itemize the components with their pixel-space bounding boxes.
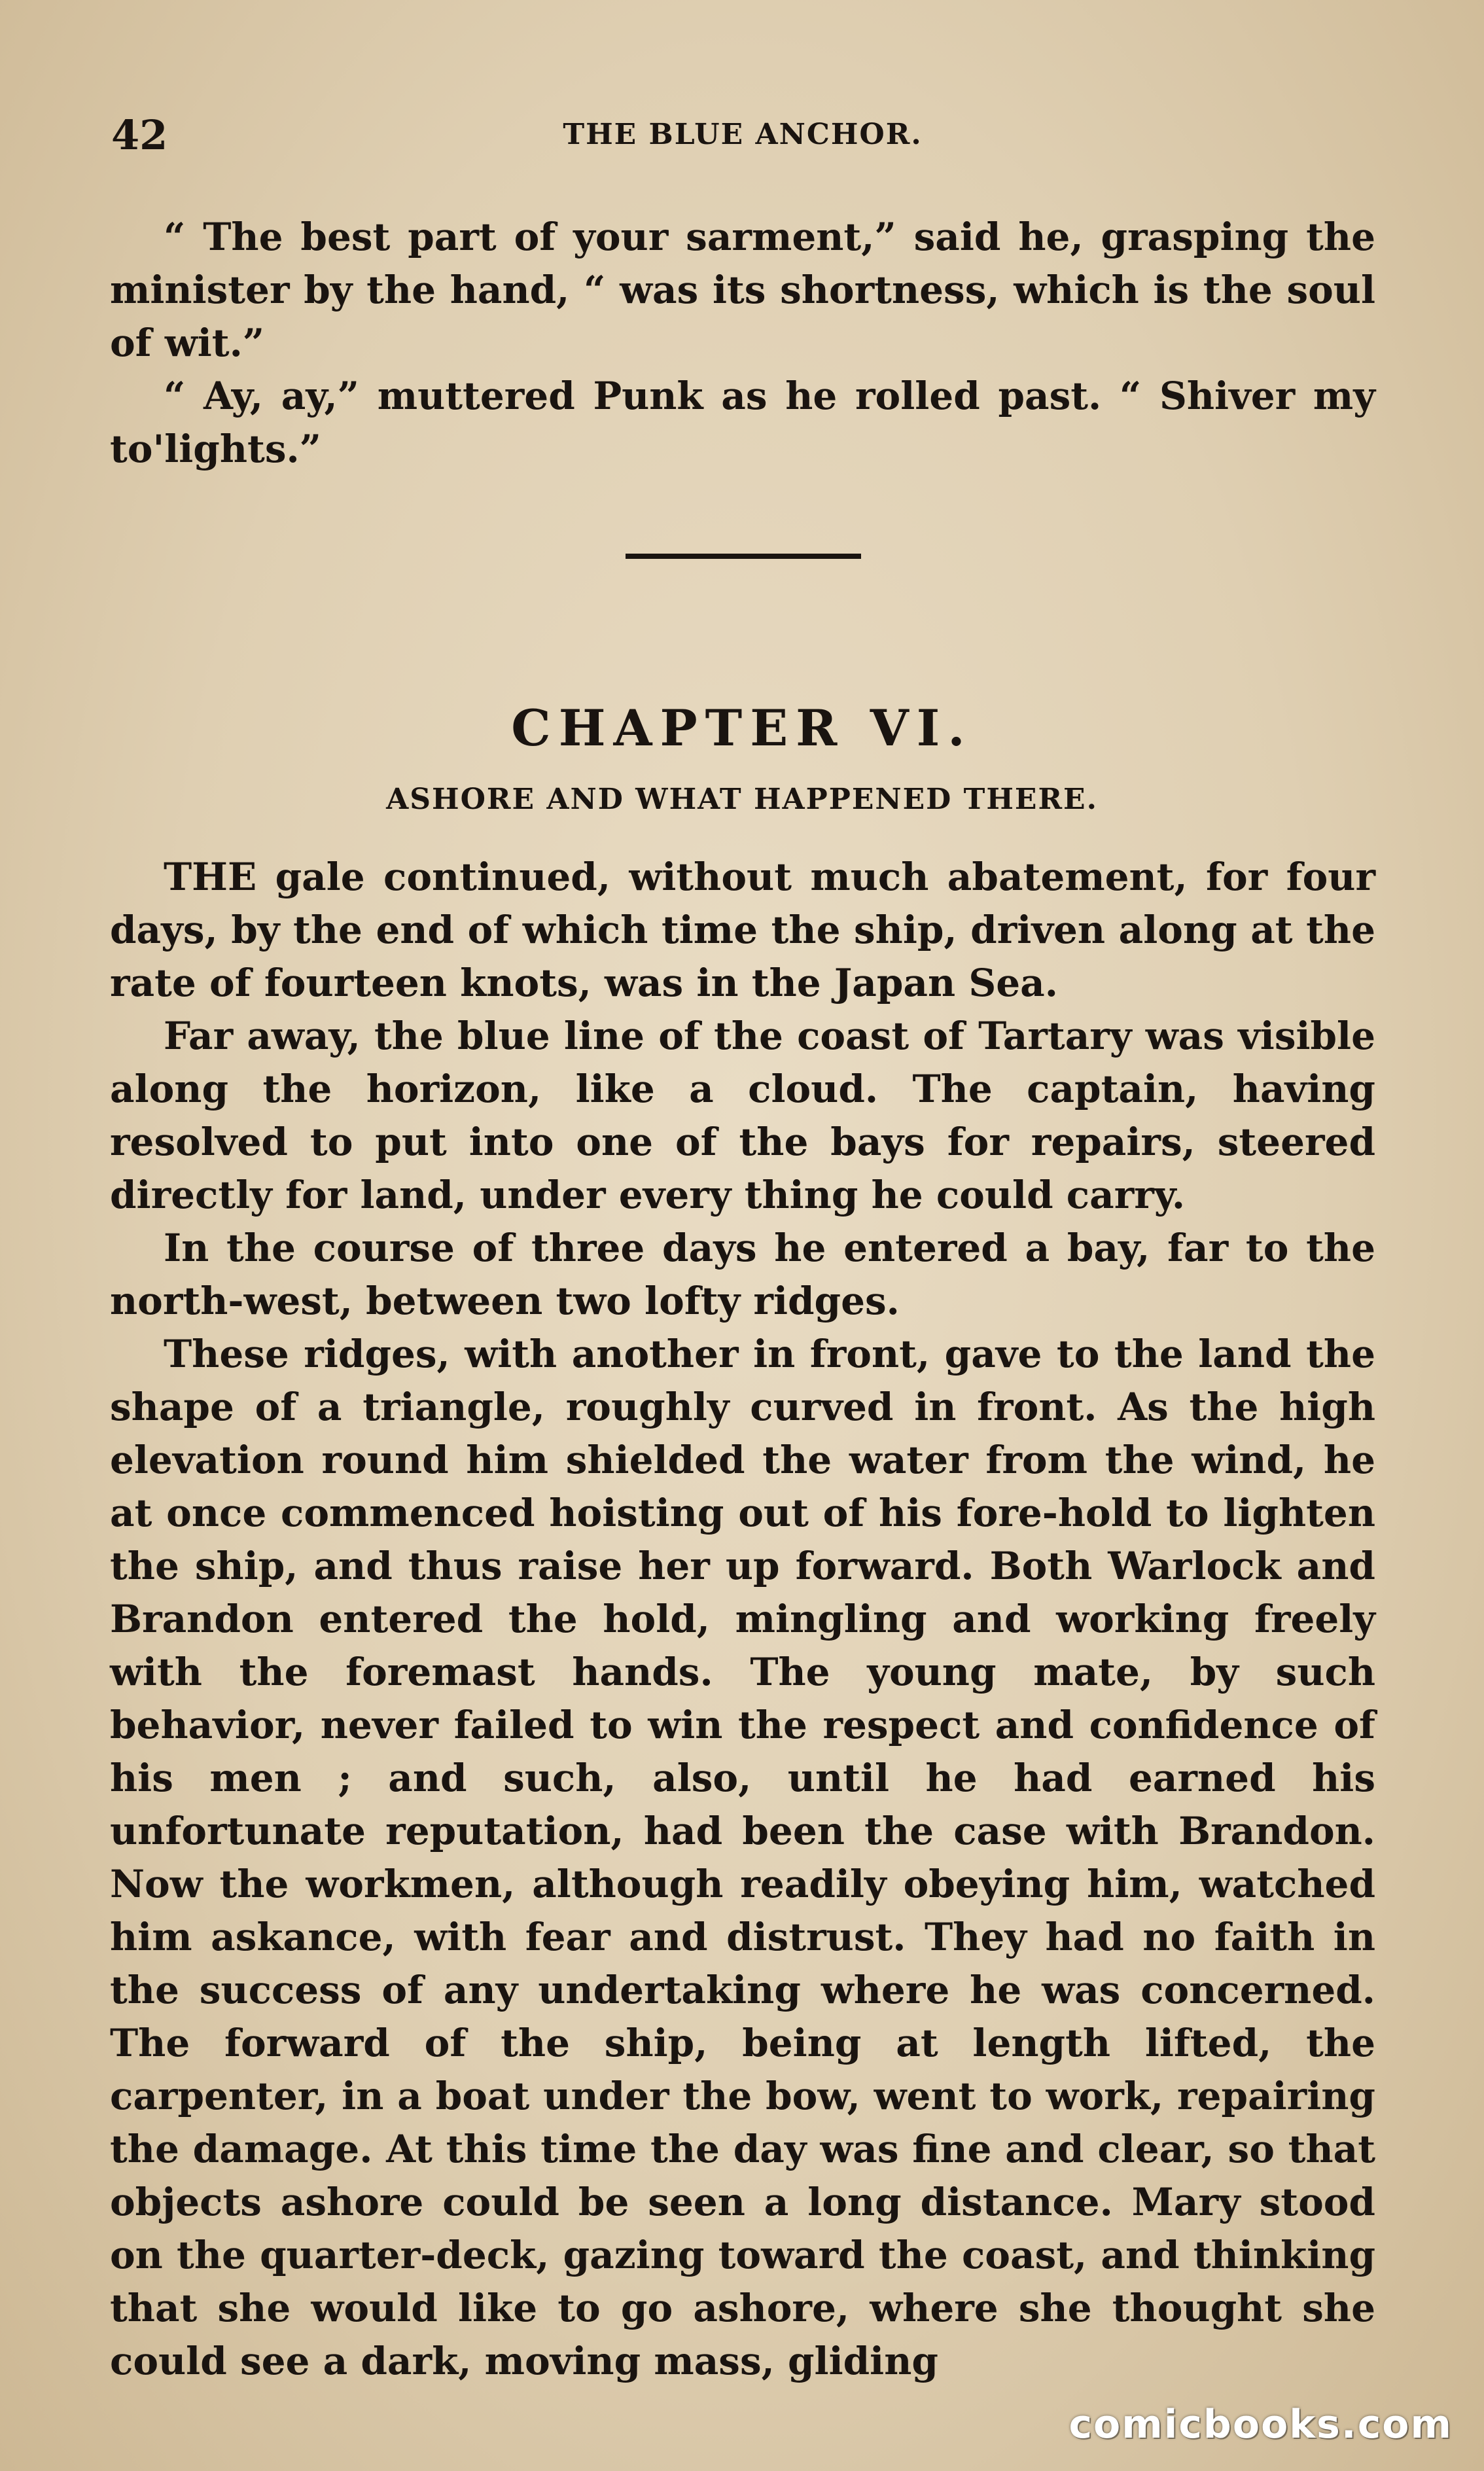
paragraph: THE gale continued, without much abatement, for four days, by the end of which time the ship, driven along at the rate of fourteen knots, was in the Japan Sea. — [110, 855, 1375, 1005]
watermark: comicbooks.com — [1069, 2402, 1453, 2447]
chapter-title: CHAPTER VI. — [511, 699, 973, 757]
paragraph: These ridges, with another in front, gave to the land the shape of a triangle, roughly curved in front. As the high elevation round him shielded the water from the wind, he at once commenced hoisting out of his fore-hold to lighten the ship, and thus raise her up forward. Both Warlock and Brandon entered the hold, mingling and working freely with the foremast hands. The young mate, by such behavior, never failed to win the respect and confidence of his men ; and such, also, until he had earned his unfortunate reputation, had been the case with Brandon. Now the workmen, although readily obeying him, watched him askance, with fear and distrust. They had no faith in the success of any undertaking where he was concerned. The forward of the ship, being at length lifted, the carpenter, in a boat under the bow, went to work, repairing the damage. At this time the day was fine and clear, so that objects ashore could be seen a long distance. Mary stood on the quarter-deck, gazing toward the coast, and thinking that she would like to go ashore, where she thought she could see a dark, moving mass, gliding — [110, 1332, 1375, 2383]
page-header — [111, 111, 1374, 157]
chapter-text — [110, 851, 1375, 2388]
running-head: THE BLUE ANCHOR. — [563, 118, 923, 151]
paragraph: Far away, the blue line of the coast of Tartary was visible along the horizon, like a cloud. The captain, having resolved to put into one of the bays for repairs, steered directly for land, under every thing he could carry. — [110, 1014, 1375, 1217]
paragraph: “ Ay, ay,” muttered Punk as he rolled past. “ Shiver my to'lights.” — [110, 374, 1375, 471]
paragraph: “ The best part of your sarment,” said he, grasping the minister by the hand, “ was its shortness, which is the soul of wit.” — [110, 215, 1375, 365]
opening-text — [110, 211, 1375, 476]
section-divider — [626, 554, 861, 559]
page-number: 42 — [111, 111, 168, 159]
paragraph: In the course of three days he entered a bay, far to the north-west, between two lofty ridges. — [110, 1226, 1375, 1323]
chapter-subtitle: ASHORE AND WHAT HAPPENED THERE. — [386, 783, 1098, 816]
